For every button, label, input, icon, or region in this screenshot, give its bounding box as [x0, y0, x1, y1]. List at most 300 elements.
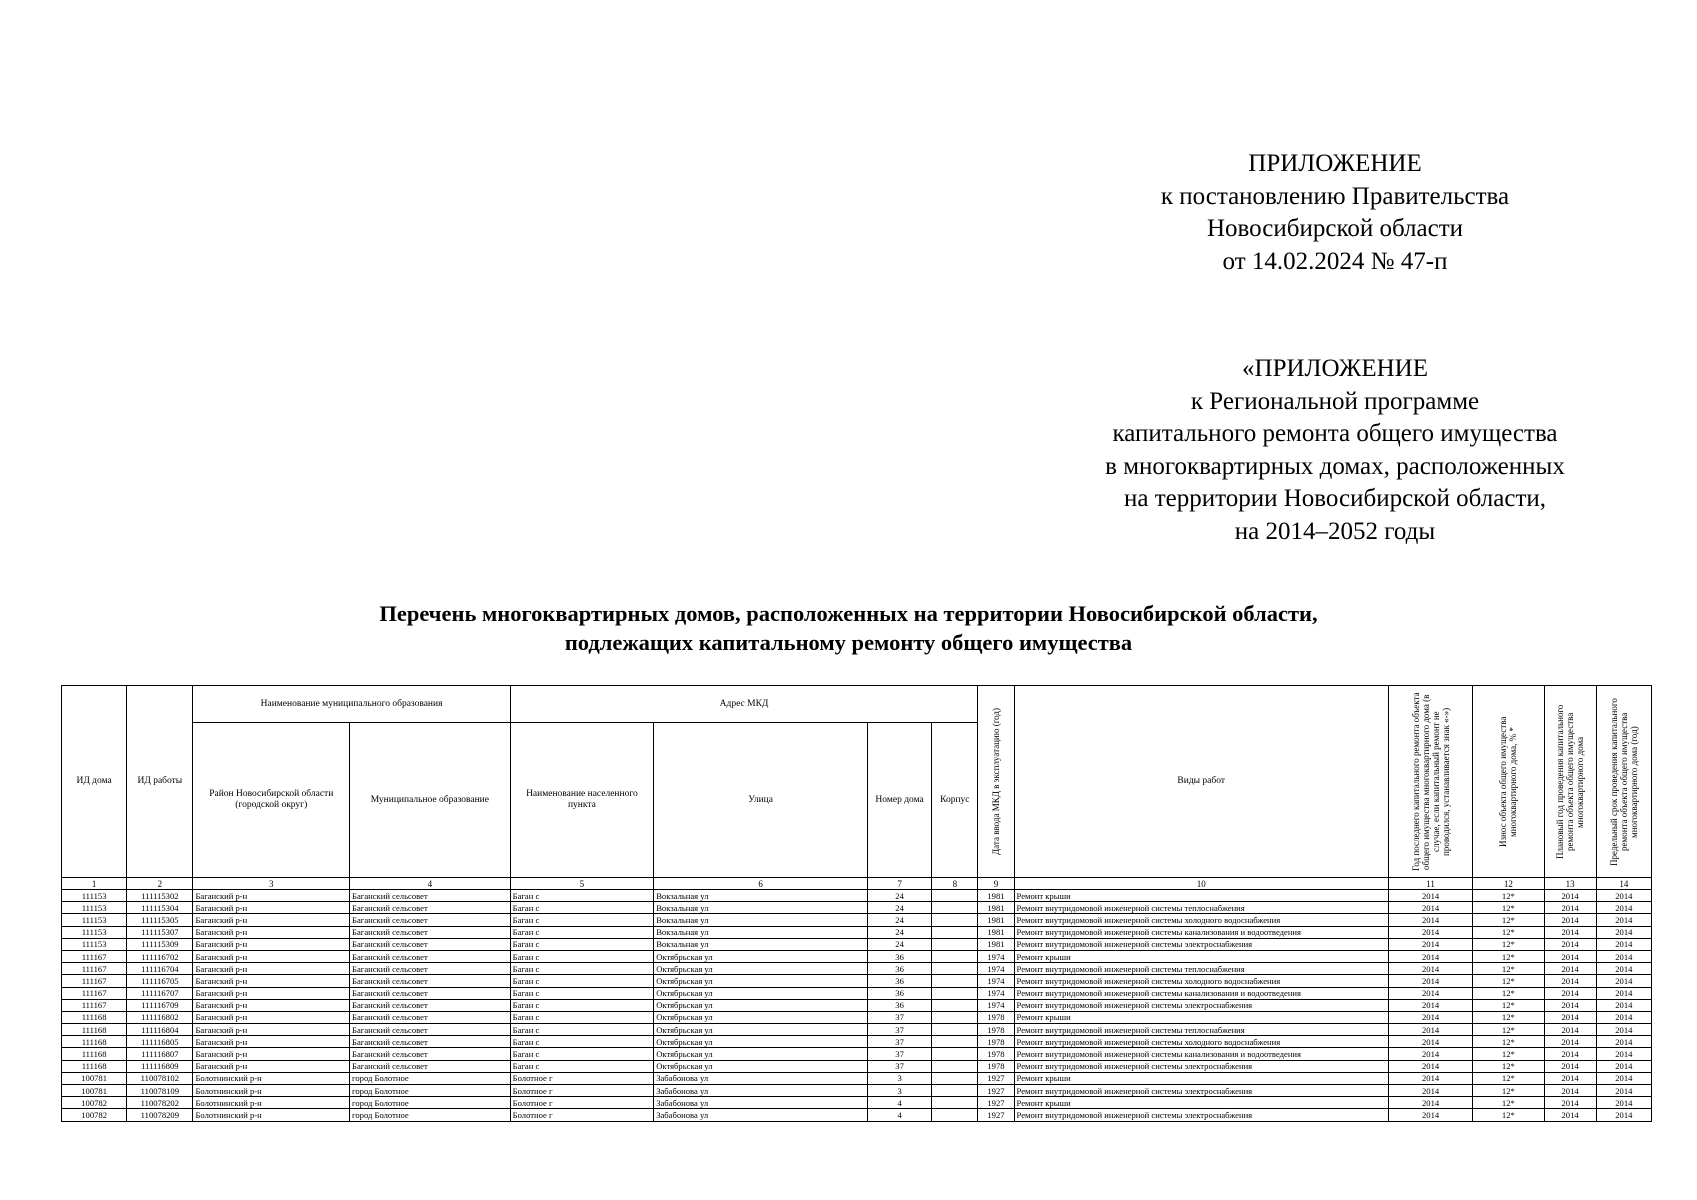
planned-year-cell: 2014	[1544, 926, 1596, 938]
settlement-cell: Болотное г	[510, 1097, 654, 1109]
header-settlement: Наименование населенного пункта	[510, 723, 654, 878]
commission-year-cell: 1974	[978, 975, 1014, 987]
street-cell: Октябрьская ул	[654, 1036, 868, 1048]
house-number-cell: 36	[867, 975, 931, 987]
header-commission-year-text: Дата ввода МКД в эксплуатацию (год)	[990, 708, 1001, 855]
column-number: 12	[1473, 878, 1544, 890]
last-repair-year-cell: 2014	[1388, 1060, 1472, 1072]
house-number-cell: 37	[867, 1036, 931, 1048]
house-number-cell: 4	[867, 1097, 931, 1109]
municipality-cell: Баганский сельсовет	[350, 987, 511, 999]
building-cell	[932, 1024, 978, 1036]
settlement-cell: Баган с	[510, 938, 654, 950]
house-number-cell: 37	[867, 1011, 931, 1023]
header-planned-year-text: Плановый год проведения капитального ремонта объекта общего имущества многоквартирного дома	[1555, 704, 1586, 859]
building-cell	[932, 1109, 978, 1121]
settlement-cell: Болотное г	[510, 1072, 654, 1084]
wear-cell: 12*	[1473, 987, 1544, 999]
work-type-cell: Ремонт крыши	[1014, 950, 1388, 962]
work-type-cell: Ремонт крыши	[1014, 1072, 1388, 1084]
building-cell	[932, 950, 978, 962]
house-id-cell: 100782	[62, 1097, 127, 1109]
district-cell: Баганский р-н	[193, 1011, 350, 1023]
program-appendix-header	[1020, 353, 1650, 548]
district-cell: Баганский р-н	[193, 999, 350, 1011]
settlement-cell: Баган с	[510, 987, 654, 999]
work-type-cell: Ремонт внутридомовой инженерной системы холодного водоснабжения	[1014, 1036, 1388, 1048]
wear-cell: 12*	[1473, 1085, 1544, 1097]
deadline-cell: 2014	[1596, 1060, 1651, 1072]
work-type-cell: Ремонт внутридомовой инженерной системы электроснабжения	[1014, 1060, 1388, 1072]
building-cell	[932, 1060, 978, 1072]
deadline-cell: 2014	[1596, 914, 1651, 926]
work-type-cell: Ремонт крыши	[1014, 1097, 1388, 1109]
commission-year-cell: 1974	[978, 987, 1014, 999]
work-id-cell: 111115307	[127, 926, 193, 938]
house-number-cell: 4	[867, 1109, 931, 1121]
street-cell: Октябрьская ул	[654, 1060, 868, 1072]
work-id-cell: 111116705	[127, 975, 193, 987]
deadline-cell: 2014	[1596, 1085, 1651, 1097]
settlement-cell: Баган с	[510, 975, 654, 987]
municipality-cell: Баганский сельсовет	[350, 902, 511, 914]
planned-year-cell: 2014	[1544, 1048, 1596, 1060]
building-cell	[932, 902, 978, 914]
last-repair-year-cell: 2014	[1388, 1024, 1472, 1036]
house-number-cell: 36	[867, 963, 931, 975]
work-type-cell: Ремонт внутридомовой инженерной системы канализования и водоотведения	[1014, 1048, 1388, 1060]
work-id-cell: 111116804	[127, 1024, 193, 1036]
wear-cell: 12*	[1473, 1060, 1544, 1072]
header-building: Корпус	[932, 723, 978, 878]
planned-year-cell: 2014	[1544, 987, 1596, 999]
wear-cell: 12*	[1473, 950, 1544, 962]
house-id-cell: 111168	[62, 1024, 127, 1036]
table-body	[62, 878, 1652, 1122]
street-cell: Вокзальная ул	[654, 926, 868, 938]
header-commission-year	[978, 686, 1014, 878]
work-id-cell: 110078109	[127, 1085, 193, 1097]
header-municipality: Муниципальное образование	[350, 723, 511, 878]
program-appendix-line: к Региональной программе	[1190, 387, 1480, 415]
work-type-cell: Ремонт внутридомовой инженерной системы электроснабжения	[1014, 1109, 1388, 1121]
header-house-id: ИД дома	[62, 686, 127, 878]
wear-cell: 12*	[1473, 1011, 1544, 1023]
deadline-cell: 2014	[1596, 1097, 1651, 1109]
street-cell: Октябрьская ул	[654, 1024, 868, 1036]
street-cell: Октябрьская ул	[654, 987, 868, 999]
building-cell	[932, 987, 978, 999]
house-id-cell: 100781	[62, 1085, 127, 1097]
house-id-cell: 111167	[62, 999, 127, 1011]
work-type-cell: Ремонт внутридомовой инженерной системы холодного водоснабжения	[1014, 914, 1388, 926]
street-cell: Октябрьская ул	[654, 963, 868, 975]
header-last-repair-year-text: Год последнего капитального ремонта объекта общего имущества многоквартирного дома (в случае, если капитальный ремонт не проводился, устанавливается знак «-»)	[1410, 692, 1451, 871]
work-type-cell: Ремонт внутридомовой инженерной системы канализования и водоотведения	[1014, 926, 1388, 938]
district-cell: Баганский р-н	[193, 963, 350, 975]
last-repair-year-cell: 2014	[1388, 1036, 1472, 1048]
house-id-cell: 111167	[62, 987, 127, 999]
table-row	[62, 963, 1652, 975]
district-cell: Баганский р-н	[193, 1048, 350, 1060]
deadline-cell: 2014	[1596, 987, 1651, 999]
table-row	[62, 1072, 1652, 1084]
header-work-id: ИД работы	[127, 686, 193, 878]
building-cell	[932, 1072, 978, 1084]
table-row	[62, 1109, 1652, 1121]
table-row	[62, 1036, 1652, 1048]
work-type-cell: Ремонт внутридомовой инженерной системы холодного водоснабжения	[1014, 975, 1388, 987]
column-number: 2	[127, 878, 193, 890]
house-number-cell: 24	[867, 938, 931, 950]
planned-year-cell: 2014	[1544, 1011, 1596, 1023]
header-district: Район Новосибирской области (городской округ)	[193, 723, 350, 878]
commission-year-cell: 1927	[978, 1085, 1014, 1097]
district-cell: Баганский р-н	[193, 914, 350, 926]
house-number-cell: 37	[867, 1060, 931, 1072]
last-repair-year-cell: 2014	[1388, 963, 1472, 975]
header-wear	[1473, 686, 1544, 878]
building-cell	[932, 963, 978, 975]
settlement-cell: Баган с	[510, 926, 654, 938]
last-repair-year-cell: 2014	[1388, 1109, 1472, 1121]
table-row	[62, 950, 1652, 962]
last-repair-year-cell: 2014	[1388, 1085, 1472, 1097]
table-row	[62, 938, 1652, 950]
work-id-cell: 111116805	[127, 1036, 193, 1048]
table-row	[62, 1048, 1652, 1060]
settlement-cell: Болотное г	[510, 1085, 654, 1097]
document-title	[60, 599, 1637, 657]
table-row	[62, 902, 1652, 914]
appendix-header	[1020, 148, 1650, 278]
table-row	[62, 999, 1652, 1011]
building-cell	[932, 975, 978, 987]
house-id-cell: 100781	[62, 1072, 127, 1084]
work-id-cell: 111116707	[127, 987, 193, 999]
work-id-cell: 110078102	[127, 1072, 193, 1084]
last-repair-year-cell: 2014	[1388, 890, 1472, 902]
building-cell	[932, 1036, 978, 1048]
houses-table	[61, 685, 1652, 1122]
building-cell	[932, 926, 978, 938]
building-cell	[932, 1048, 978, 1060]
last-repair-year-cell: 2014	[1388, 914, 1472, 926]
wear-cell: 12*	[1473, 1097, 1544, 1109]
house-number-cell: 24	[867, 926, 931, 938]
house-number-cell: 36	[867, 987, 931, 999]
commission-year-cell: 1927	[978, 1097, 1014, 1109]
column-number: 4	[350, 878, 511, 890]
house-number-cell: 37	[867, 1024, 931, 1036]
municipality-cell: Баганский сельсовет	[350, 1060, 511, 1072]
wear-cell: 12*	[1473, 1109, 1544, 1121]
municipality-cell: Баганский сельсовет	[350, 926, 511, 938]
municipality-cell: Баганский сельсовет	[350, 1048, 511, 1060]
settlement-cell: Баган с	[510, 999, 654, 1011]
table-row	[62, 926, 1652, 938]
column-number: 6	[654, 878, 868, 890]
planned-year-cell: 2014	[1544, 950, 1596, 962]
wear-cell: 12*	[1473, 1048, 1544, 1060]
municipality-cell: Баганский сельсовет	[350, 975, 511, 987]
planned-year-cell: 2014	[1544, 975, 1596, 987]
table-row	[62, 1097, 1652, 1109]
district-cell: Баганский р-н	[193, 902, 350, 914]
planned-year-cell: 2014	[1544, 1097, 1596, 1109]
settlement-cell: Баган с	[510, 950, 654, 962]
wear-cell: 12*	[1473, 902, 1544, 914]
work-id-cell: 111116709	[127, 999, 193, 1011]
deadline-cell: 2014	[1596, 950, 1651, 962]
last-repair-year-cell: 2014	[1388, 999, 1472, 1011]
work-type-cell: Ремонт внутридомовой инженерной системы теплоснабжения	[1014, 902, 1388, 914]
document-title-line: Перечень многоквартирных домов, расположенных на территории Новосибирской области,	[379, 601, 1318, 626]
deadline-cell: 2014	[1596, 1048, 1651, 1060]
commission-year-cell: 1981	[978, 914, 1014, 926]
deadline-cell: 2014	[1596, 902, 1651, 914]
commission-year-cell: 1927	[978, 1072, 1014, 1084]
work-type-cell: Ремонт внутридомовой инженерной системы теплоснабжения	[1014, 1024, 1388, 1036]
wear-cell: 12*	[1473, 999, 1544, 1011]
district-cell: Болотнинский р-н	[193, 1085, 350, 1097]
deadline-cell: 2014	[1596, 1011, 1651, 1023]
appendix-line: Новосибирской области	[1206, 215, 1464, 242]
municipality-cell: город Болотное	[350, 1109, 511, 1121]
house-id-cell: 111153	[62, 926, 127, 938]
municipality-cell: Баганский сельсовет	[350, 963, 511, 975]
deadline-cell: 2014	[1596, 975, 1651, 987]
wear-cell: 12*	[1473, 890, 1544, 902]
settlement-cell: Баган с	[510, 902, 654, 914]
deadline-cell: 2014	[1596, 999, 1651, 1011]
work-type-cell: Ремонт внутридомовой инженерной системы электроснабжения	[1014, 938, 1388, 950]
deadline-cell: 2014	[1596, 1109, 1651, 1121]
header-last-repair-year	[1388, 686, 1472, 878]
header-house-number: Номер дома	[867, 723, 931, 878]
column-number: 1	[62, 878, 127, 890]
settlement-cell: Баган с	[510, 1011, 654, 1023]
program-appendix-line: на 2014–2052 годы	[1234, 517, 1436, 545]
appendix-date-number: от 14.02.2024 № 47-п	[1222, 247, 1448, 275]
house-id-cell: 111167	[62, 950, 127, 962]
work-id-cell: 111116807	[127, 1048, 193, 1060]
street-cell: Октябрьская ул	[654, 1011, 868, 1023]
building-cell	[932, 914, 978, 926]
table-row	[62, 1024, 1652, 1036]
last-repair-year-cell: 2014	[1388, 1011, 1472, 1023]
appendix-title: ПРИЛОЖЕНИЕ	[1248, 150, 1422, 177]
header-deadline-text: Предельный срок проведения капитального ремонта объекта общего имущества многоквартирного дома (год)	[1608, 697, 1639, 866]
work-type-cell: Ремонт внутридомовой инженерной системы электроснабжения	[1014, 999, 1388, 1011]
district-cell: Баганский р-н	[193, 987, 350, 999]
street-cell: Вокзальная ул	[654, 902, 868, 914]
column-number: 13	[1544, 878, 1596, 890]
house-number-cell: 24	[867, 890, 931, 902]
last-repair-year-cell: 2014	[1388, 926, 1472, 938]
municipality-cell: город Болотное	[350, 1085, 511, 1097]
last-repair-year-cell: 2014	[1388, 950, 1472, 962]
building-cell	[932, 1085, 978, 1097]
house-number-cell: 36	[867, 999, 931, 1011]
column-number: 11	[1388, 878, 1472, 890]
district-cell: Болотнинский р-н	[193, 1109, 350, 1121]
work-type-cell: Ремонт внутридомовой инженерной системы теплоснабжения	[1014, 963, 1388, 975]
commission-year-cell: 1974	[978, 999, 1014, 1011]
building-cell	[932, 999, 978, 1011]
commission-year-cell: 1927	[978, 1109, 1014, 1121]
column-number: 3	[193, 878, 350, 890]
municipality-cell: Баганский сельсовет	[350, 1024, 511, 1036]
house-id-cell: 111167	[62, 963, 127, 975]
deadline-cell: 2014	[1596, 938, 1651, 950]
header-address-group: Адрес МКД	[510, 686, 978, 723]
planned-year-cell: 2014	[1544, 999, 1596, 1011]
municipality-cell: Баганский сельсовет	[350, 999, 511, 1011]
table-row	[62, 975, 1652, 987]
commission-year-cell: 1974	[978, 963, 1014, 975]
deadline-cell: 2014	[1596, 963, 1651, 975]
settlement-cell: Баган с	[510, 963, 654, 975]
street-cell: Октябрьская ул	[654, 1048, 868, 1060]
district-cell: Баганский р-н	[193, 926, 350, 938]
house-id-cell: 111153	[62, 914, 127, 926]
wear-cell: 12*	[1473, 938, 1544, 950]
planned-year-cell: 2014	[1544, 1072, 1596, 1084]
deadline-cell: 2014	[1596, 1036, 1651, 1048]
district-cell: Болотнинский р-н	[193, 1072, 350, 1084]
commission-year-cell: 1978	[978, 1011, 1014, 1023]
commission-year-cell: 1978	[978, 1036, 1014, 1048]
deadline-cell: 2014	[1596, 1072, 1651, 1084]
district-cell: Баганский р-н	[193, 975, 350, 987]
commission-year-cell: 1981	[978, 938, 1014, 950]
table-row	[62, 890, 1652, 902]
district-cell: Баганский р-н	[193, 1036, 350, 1048]
building-cell	[932, 1097, 978, 1109]
deadline-cell: 2014	[1596, 926, 1651, 938]
planned-year-cell: 2014	[1544, 1060, 1596, 1072]
municipality-cell: Баганский сельсовет	[350, 1011, 511, 1023]
municipality-cell: город Болотное	[350, 1072, 511, 1084]
planned-year-cell: 2014	[1544, 1109, 1596, 1121]
last-repair-year-cell: 2014	[1388, 902, 1472, 914]
table-row	[62, 1011, 1652, 1023]
wear-cell: 12*	[1473, 975, 1544, 987]
work-id-cell: 111115302	[127, 890, 193, 902]
district-cell: Баганский р-н	[193, 1024, 350, 1036]
last-repair-year-cell: 2014	[1388, 1072, 1472, 1084]
commission-year-cell: 1978	[978, 1024, 1014, 1036]
column-number-row	[62, 878, 1652, 890]
header-work-types: Виды работ	[1014, 686, 1388, 878]
last-repair-year-cell: 2014	[1388, 1048, 1472, 1060]
planned-year-cell: 2014	[1544, 1024, 1596, 1036]
commission-year-cell: 1974	[978, 950, 1014, 962]
work-id-cell: 111116702	[127, 950, 193, 962]
wear-cell: 12*	[1473, 914, 1544, 926]
planned-year-cell: 2014	[1544, 963, 1596, 975]
work-id-cell: 111115309	[127, 938, 193, 950]
house-id-cell: 111168	[62, 1036, 127, 1048]
building-cell	[932, 938, 978, 950]
district-cell: Баганский р-н	[193, 890, 350, 902]
planned-year-cell: 2014	[1544, 1085, 1596, 1097]
column-number: 9	[978, 878, 1014, 890]
house-number-cell: 3	[867, 1085, 931, 1097]
planned-year-cell: 2014	[1544, 1036, 1596, 1048]
last-repair-year-cell: 2014	[1388, 1097, 1472, 1109]
house-id-cell: 111153	[62, 902, 127, 914]
street-cell: Октябрьская ул	[654, 950, 868, 962]
header-planned-year	[1544, 686, 1596, 878]
table-header	[62, 686, 1652, 878]
work-id-cell: 111116802	[127, 1011, 193, 1023]
street-cell: Октябрьская ул	[654, 975, 868, 987]
deadline-cell: 2014	[1596, 890, 1651, 902]
building-cell	[932, 890, 978, 902]
house-id-cell: 111168	[62, 1048, 127, 1060]
column-number: 10	[1014, 878, 1388, 890]
column-number: 14	[1596, 878, 1651, 890]
municipality-cell: Баганский сельсовет	[350, 1036, 511, 1048]
planned-year-cell: 2014	[1544, 938, 1596, 950]
house-id-cell: 111153	[62, 938, 127, 950]
deadline-cell: 2014	[1596, 1024, 1651, 1036]
settlement-cell: Баган с	[510, 1024, 654, 1036]
program-appendix-title: «ПРИЛОЖЕНИЕ	[1242, 355, 1428, 382]
table-row	[62, 1085, 1652, 1097]
column-number: 8	[932, 878, 978, 890]
wear-cell: 12*	[1473, 1072, 1544, 1084]
district-cell: Баганский р-н	[193, 1060, 350, 1072]
work-type-cell: Ремонт крыши	[1014, 890, 1388, 902]
last-repair-year-cell: 2014	[1388, 975, 1472, 987]
house-number-cell: 37	[867, 1048, 931, 1060]
municipality-cell: город Болотное	[350, 1097, 511, 1109]
work-id-cell: 111115304	[127, 902, 193, 914]
street-cell: Забабонова ул	[654, 1085, 868, 1097]
last-repair-year-cell: 2014	[1388, 987, 1472, 999]
house-id-cell: 100782	[62, 1109, 127, 1121]
commission-year-cell: 1981	[978, 902, 1014, 914]
district-cell: Баганский р-н	[193, 938, 350, 950]
street-cell: Забабонова ул	[654, 1072, 868, 1084]
document-title-line: подлежащих капитальному ремонту общего имущества	[564, 630, 1133, 655]
commission-year-cell: 1981	[978, 890, 1014, 902]
building-cell	[932, 1011, 978, 1023]
program-appendix-line: в многоквартирных домах, расположенных	[1105, 452, 1565, 480]
municipality-cell: Баганский сельсовет	[350, 890, 511, 902]
planned-year-cell: 2014	[1544, 890, 1596, 902]
work-id-cell: 111115305	[127, 914, 193, 926]
planned-year-cell: 2014	[1544, 914, 1596, 926]
work-type-cell: Ремонт крыши	[1014, 1011, 1388, 1023]
settlement-cell: Баган с	[510, 1048, 654, 1060]
table-row	[62, 987, 1652, 999]
municipality-cell: Баганский сельсовет	[350, 914, 511, 926]
settlement-cell: Баган с	[510, 914, 654, 926]
house-number-cell: 24	[867, 902, 931, 914]
work-id-cell: 110078202	[127, 1097, 193, 1109]
planned-year-cell: 2014	[1544, 902, 1596, 914]
street-cell: Забабонова ул	[654, 1097, 868, 1109]
settlement-cell: Болотное г	[510, 1109, 654, 1121]
commission-year-cell: 1981	[978, 926, 1014, 938]
house-number-cell: 36	[867, 950, 931, 962]
header-street: Улица	[654, 723, 868, 878]
program-appendix-line: на территории Новосибирской области,	[1123, 485, 1547, 512]
